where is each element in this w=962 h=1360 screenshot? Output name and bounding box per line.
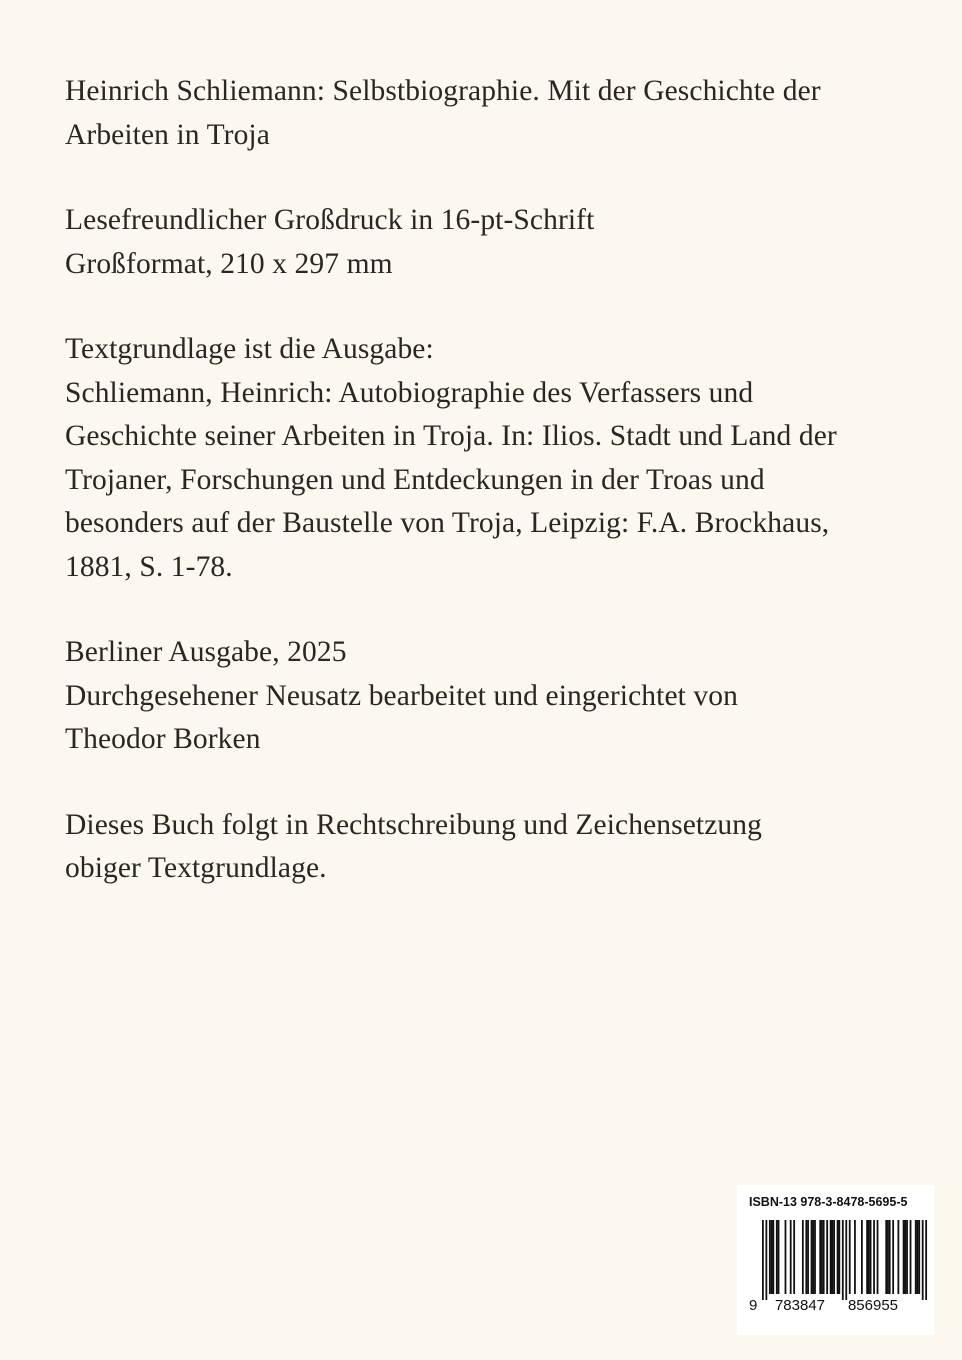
format-block [65, 199, 915, 286]
barcode-bar [910, 1220, 912, 1294]
barcode-bars [762, 1220, 927, 1300]
barcode-bar [837, 1220, 839, 1294]
barcode-bar [769, 1220, 771, 1294]
barcode [745, 1218, 930, 1313]
edition-line-1: Berliner Ausgabe, 2025 [65, 636, 347, 668]
barcode-bar [849, 1220, 851, 1294]
barcode-bar [807, 1220, 809, 1294]
title-block [65, 70, 915, 157]
title-line-2: Arbeiten in Troja [65, 118, 270, 151]
barcode-bar [854, 1220, 856, 1294]
source-line-4: Trojaner, Forschungen und Entdeckungen in der Troas und [65, 463, 765, 496]
barcode-bar [819, 1220, 821, 1294]
barcode-bar [870, 1220, 872, 1294]
barcode-bar [833, 1220, 835, 1294]
note-line-1: Dieses Buch folgt in Rechtschreibung und Zeichensetzung [65, 808, 762, 841]
edition-block [65, 631, 915, 762]
barcode-bar [892, 1220, 894, 1294]
barcode-bar [918, 1220, 920, 1294]
barcode-bar [830, 1220, 832, 1294]
barcode-bar [842, 1220, 844, 1300]
barcode-bar [814, 1220, 816, 1294]
barcode-bar [811, 1220, 813, 1294]
barcode-bar [793, 1220, 795, 1294]
barcode-bar [778, 1220, 780, 1294]
source-line-6: 1881, S. 1-78. [65, 550, 233, 583]
barcode-bar [785, 1220, 787, 1294]
barcode-bar [897, 1220, 899, 1294]
edition-line-3: Theodor Borken [65, 723, 261, 755]
format-line-1: Lesefreundlicher Großdruck in 16-pt-Schrift [65, 204, 595, 236]
barcode-bar [812, 1220, 814, 1294]
barcode-bar [762, 1220, 764, 1300]
edition-line-2: Durchgesehener Neusatz bearbeitet und eingerichtet von [65, 679, 738, 712]
barcode-left-digits: 783847 [774, 1297, 826, 1313]
title-line-1: Heinrich Schliemann: Selbstbiographie. Mit der Geschichte der [65, 75, 821, 107]
barcode-bar [845, 1220, 847, 1300]
barcode-bar [790, 1220, 792, 1294]
isbn-label: ISBN-13 978-3-8478-5695-5 [749, 1195, 908, 1209]
imprint-text [65, 70, 915, 933]
barcode-lead-digit: 9 [749, 1297, 758, 1313]
barcode-bar [877, 1220, 879, 1294]
barcode-bar [922, 1220, 924, 1300]
barcode-bar [771, 1220, 773, 1294]
barcode-bar [802, 1220, 804, 1294]
barcode-bar [861, 1220, 863, 1294]
barcode-bar [903, 1220, 905, 1294]
barcode-bar [826, 1220, 828, 1294]
barcode-bar [917, 1220, 919, 1294]
format-line-2: Großformat, 210 x 297 mm [65, 247, 393, 280]
barcode-bar [772, 1220, 774, 1294]
note-line-2: obiger Textgrundlage. [65, 852, 327, 884]
barcode-right-digits: 856955 [847, 1297, 899, 1313]
barcode-bar [765, 1220, 767, 1300]
barcode-bar [904, 1220, 906, 1294]
source-line-1: Textgrundlage ist die Ausgabe: [65, 333, 434, 365]
barcode-bar [776, 1220, 778, 1294]
barcode-bar [823, 1220, 825, 1294]
barcode-bar [838, 1220, 840, 1294]
barcode-bar [906, 1220, 908, 1294]
barcode-bar [866, 1220, 868, 1294]
barcode-bar [805, 1220, 807, 1294]
barcode-bar [821, 1220, 823, 1294]
barcode-bar [889, 1220, 891, 1294]
barcode-bar [831, 1220, 833, 1294]
source-line-5: besonders auf der Baustelle von Troja, Leipzig: F.A. Brockhaus, [65, 507, 830, 539]
barcode-bar [915, 1220, 917, 1294]
barcode-bar [885, 1220, 887, 1294]
barcode-bar [868, 1220, 870, 1294]
source-line-2: Schliemann, Heinrich: Autobiographie des Verfassers und [65, 376, 754, 409]
source-block [65, 328, 915, 589]
barcode-bar [873, 1220, 875, 1294]
barcode-bar [925, 1220, 927, 1300]
barcode-bar [887, 1220, 889, 1294]
isbn-barcode-box [737, 1185, 934, 1335]
note-block [65, 804, 915, 891]
source-line-3: Geschichte seiner Arbeiten in Troja. In: Ilios. Stadt und Land der [65, 420, 837, 452]
